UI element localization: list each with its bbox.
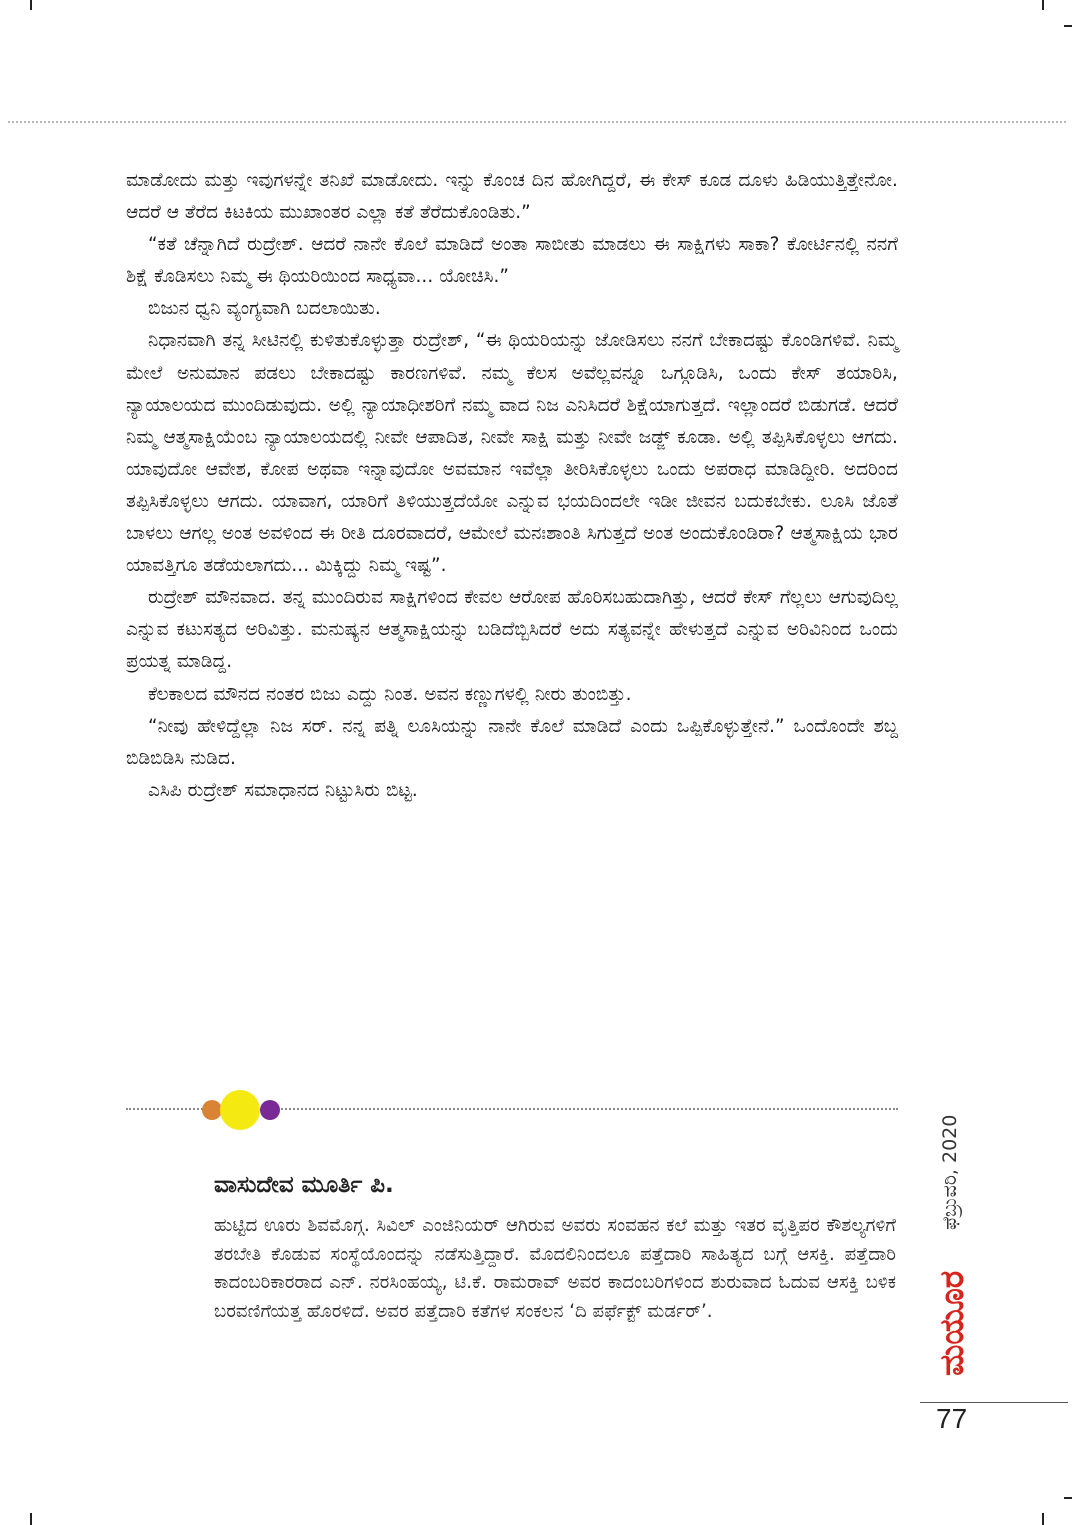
story-paragraph: ಮಾಡೋದು ಮತ್ತು ಇವುಗಳನ್ನೇ ತನಿಖೆ ಮಾಡೋದು. ಇನ್ನು ಕೊಂಚ ದಿನ ಹೋಗಿದ್ದರೆ, ಈ ಕೇಸ್ ಕೂಡ ದೂಳು ಹಿಡಿಯುತ್ತಿತ್ತೇನೋ. ಆದರೆ ಆ ತೆರೆದ ಕಿಟಕಿಯ ಮುಖಾಂತರ ಎಲ್ಲಾ ಕತೆ ತೆರೆದುಕೊಂಡಿತು.” bbox=[126, 170, 898, 224]
story-paragraph: ರುದ್ರೇಶ್ ಮೌನವಾದ. ತನ್ನ ಮುಂದಿರುವ ಸಾಕ್ಷಿಗಳಿಂದ ಕೇವಲ ಆರೋಪ ಹೊರಿಸಬಹುದಾಗಿತ್ತು, ಆದರೆ ಕೇಸ್ ಗೆಲ್ಲಲು ಆಗುವುದಿಲ್ಲ ಎನ್ನುವ ಕಟುಸತ್ಯದ ಅರಿವಿತ್ತು. ಮನುಷ್ಯನ ಆತ್ಮಸಾಕ್ಷಿಯನ್ನು ಬಡಿದೆಬ್ಬಿಸಿದರೆ ಅದು ಸತ್ಯವನ್ನೇ ಹೇಳುತ್ತದೆ ಎನ್ನುವ ಅರಿವಿನಿಂದ ಒಂದು ಪ್ರಯತ್ನ ಮಾಡಿದ್ದ. bbox=[126, 587, 898, 673]
crop-mark-right-lower bbox=[1064, 1497, 1072, 1499]
story-paragraph: ನಿಧಾನವಾಗಿ ತನ್ನ ಸೀಟಿನಲ್ಲಿ ಕುಳಿತುಕೊಳ್ಳುತ್ತಾ ರುದ್ರೇಶ್, “ಈ ಥಿಯರಿಯನ್ನು ಜೋಡಿಸಲು ನನಗೆ ಬೇಕಾದಷ್ಟು ಕೊಂಡಿಗಳಿವೆ. ನಿಮ್ಮ ಮೇಲೆ ಅನುಮಾನ ಪಡಲು ಬೇಕಾದಷ್ಟು ಕಾರಣಗಳಿವೆ. ನಮ್ಮ ಕೆಲಸ ಅವೆಲ್ಲವನ್ನೂ ಒಗ್ಗೂಡಿಸಿ, ಒಂದು ಕೇಸ್ ತಯಾರಿಸಿ, ನ್ಯಾಯಾಲಯದ ಮುಂದಿಡುವುದು. ಅಲ್ಲಿ ನ್ಯಾಯಾಧೀಶರಿಗೆ ನಮ್ಮ ವಾದ ನಿಜ ಎನಿಸಿದರೆ ಶಿಕ್ಷೆಯಾಗುತ್ತದೆ. ಇಲ್ಲಾಂದರೆ ಬಿಡುಗಡೆ. ಆದರೆ ನಿಮ್ಮ ಆತ್ಮಸಾಕ್ಷಿಯೆಂಬ ನ್ಯಾಯಾಲಯದಲ್ಲಿ ನೀವೇ ಆಪಾದಿತ, ನೀವೇ ಸಾಕ್ಷಿ ಮತ್ತು ನೀವೇ ಜಡ್ಜ್ ಕೂಡಾ. ಅಲ್ಲಿ ತಪ್ಪಿಸಿಕೊಳ್ಳಲು ಆಗದು. ಯಾವುದೋ ಆವೇಶ, ಕೋಪ ಅಥವಾ ಇನ್ನಾವುದೋ ಅವಮಾನ ಇವೆಲ್ಲಾ ತೀರಿಸಿಕೊಳ್ಳಲು ಒಂದು ಅಪರಾಧ ಮಾಡಿದ್ದೀರಿ. ಅದರಿಂದ ತಪ್ಪಿಸಿಕೊಳ್ಳಲು ಆಗದು. ಯಾವಾಗ, ಯಾರಿಗೆ ತಿಳಿಯುತ್ತದೆಯೋ ಎನ್ನುವ ಭಯದಿಂದಲೇ ಇಡೀ ಜೀವನ ಬದುಕಬೇಕು. ಲೂಸಿ ಜೊತೆ ಬಾಳಲು ಆಗಲ್ಲ ಅಂತ ಅವಳಿಂದ ಈ ರೀತಿ ದೂರವಾದರೆ, ಆಮೇಲೆ ಮನಃಶಾಂತಿ ಸಿಗುತ್ತದೆ ಅಂತ ಅಂದುಕೊಂಡಿರಾ? ಆತ್ಮಸಾಕ್ಷಿಯ ಭಾರ ಯಾವತ್ತಿಗೂ ತಡೆಯಲಾಗದು... ಮಿಕ್ಕಿದ್ದು ನಿಮ್ಮ ಇಷ್ಟ”. bbox=[126, 330, 898, 577]
story-body bbox=[126, 165, 898, 807]
purple-dot bbox=[260, 1100, 280, 1120]
story-paragraph: ಬಿಜುನ ಧ್ವನಿ ವ್ಯಂಗ್ಯವಾಗಿ ಬದಲಾಯಿತು. bbox=[148, 298, 381, 320]
crop-mark-right-upper bbox=[1064, 25, 1072, 27]
crop-mark-top-right bbox=[1042, 0, 1044, 10]
side-strip bbox=[930, 1090, 970, 1390]
story-paragraph: “ಕತೆ ಚೆನ್ನಾಗಿದೆ ರುದ್ರೇಶ್. ಆದರೆ ನಾನೇ ಕೊಲೆ ಮಾಡಿದೆ ಅಂತಾ ಸಾಬೀತು ಮಾಡಲು ಈ ಸಾಕ್ಷಿಗಳು ಸಾಕಾ? ಕೋರ್ಟಿನಲ್ಲಿ ನನಗೆ ಶಿಕ್ಷೆ ಕೊಡಿಸಲು ನಿಮ್ಮ ಈ ಥಿಯರಿಯಿಂದ ಸಾಧ್ಯವಾ... ಯೋಚಿಸಿ.” bbox=[126, 234, 898, 288]
yellow-dot bbox=[220, 1090, 260, 1130]
author-name: ವಾಸುದೇವ ಮೂರ್ತಿ ಪಿ. bbox=[214, 1172, 394, 1198]
crop-mark-bottom-right bbox=[1042, 1513, 1044, 1525]
orange-dot bbox=[202, 1100, 222, 1120]
story-paragraph: ಕೆಲಕಾಲದ ಮೌನದ ನಂತರ ಬಿಜು ಎದ್ದು ನಿಂತ. ಅವನ ಕಣ್ಣುಗಳಲ್ಲಿ ನೀರು ತುಂಬಿತ್ತು. bbox=[148, 683, 632, 705]
page-number: 77 bbox=[936, 1403, 968, 1434]
crop-mark-bottom-left bbox=[30, 1513, 32, 1525]
story-paragraph: “ನೀವು ಹೇಳಿದ್ದೆಲ್ಲಾ ನಿಜ ಸರ್. ನನ್ನ ಪತ್ನಿ ಲೂಸಿಯನ್ನು ನಾನೇ ಕೊಲೆ ಮಾಡಿದೆ ಎಂದು ಒಪ್ಪಿಕೊಳ್ಳುತ್ತೇನೆ.” ಒಂದೊಂದೇ ಶಬ್ದ ಬಿಡಿಬಿಡಿಸಿ ನುಡಿದ. bbox=[126, 715, 898, 769]
author-bio: ಹುಟ್ಟಿದ ಊರು ಶಿವಮೊಗ್ಗ. ಸಿವಿಲ್ ಎಂಜಿನಿಯರ್ ಆಗಿರುವ ಅವರು ಸಂವಹನ ಕಲೆ ಮತ್ತು ಇತರ ವೃತ್ತಿಪರ ಕೌಶಲ್ಯಗಳಿಗೆ ತರಬೇತಿ ಕೊಡುವ ಸಂಸ್ಥೆಯೊಂದನ್ನು ನಡೆಸುತ್ತಿದ್ದಾರೆ. ಮೊದಲಿನಿಂದಲೂ ಪತ್ತೆದಾರಿ ಸಾಹಿತ್ಯದ ಬಗ್ಗೆ ಆಸಕ್ತಿ. ಪತ್ತೆದಾರಿ ಕಾದಂಬರಿಕಾರರಾದ ಎನ್. ನರಸಿಂಹಯ್ಯ, ಟಿ.ಕೆ. ರಾಮರಾವ್ ಅವರ ಕಾದಂಬರಿಗಳಿಂದ ಶುರುವಾದ ಓದುವ ಆಸಕ್ತಿ ಬಳಿಕ ಬರವಣಿಗೆಯತ್ತ ಹೊರಳಿದೆ. ಅವರ ಪತ್ತೆದಾರಿ ಕತೆಗಳ ಸಂಕಲನ ‘ದಿ ಪರ್ಫೆಕ್ಟ್ ಮರ್ಡರ್’. bbox=[214, 1215, 896, 1322]
section-divider bbox=[126, 1088, 898, 1132]
magazine-logo: ಮಯೂರ bbox=[932, 1270, 971, 1376]
crop-mark-top-left bbox=[30, 0, 32, 10]
issue-date: ಫೆಬ್ರುವರಿ, 2020 bbox=[939, 1114, 961, 1230]
top-dotted-rule bbox=[8, 121, 1066, 123]
story-paragraph: ಎಸಿಪಿ ರುದ್ರೇಶ್ ಸಮಾಧಾನದ ನಿಟ್ಟುಸಿರು ಬಿಟ್ಟ. bbox=[148, 779, 418, 801]
